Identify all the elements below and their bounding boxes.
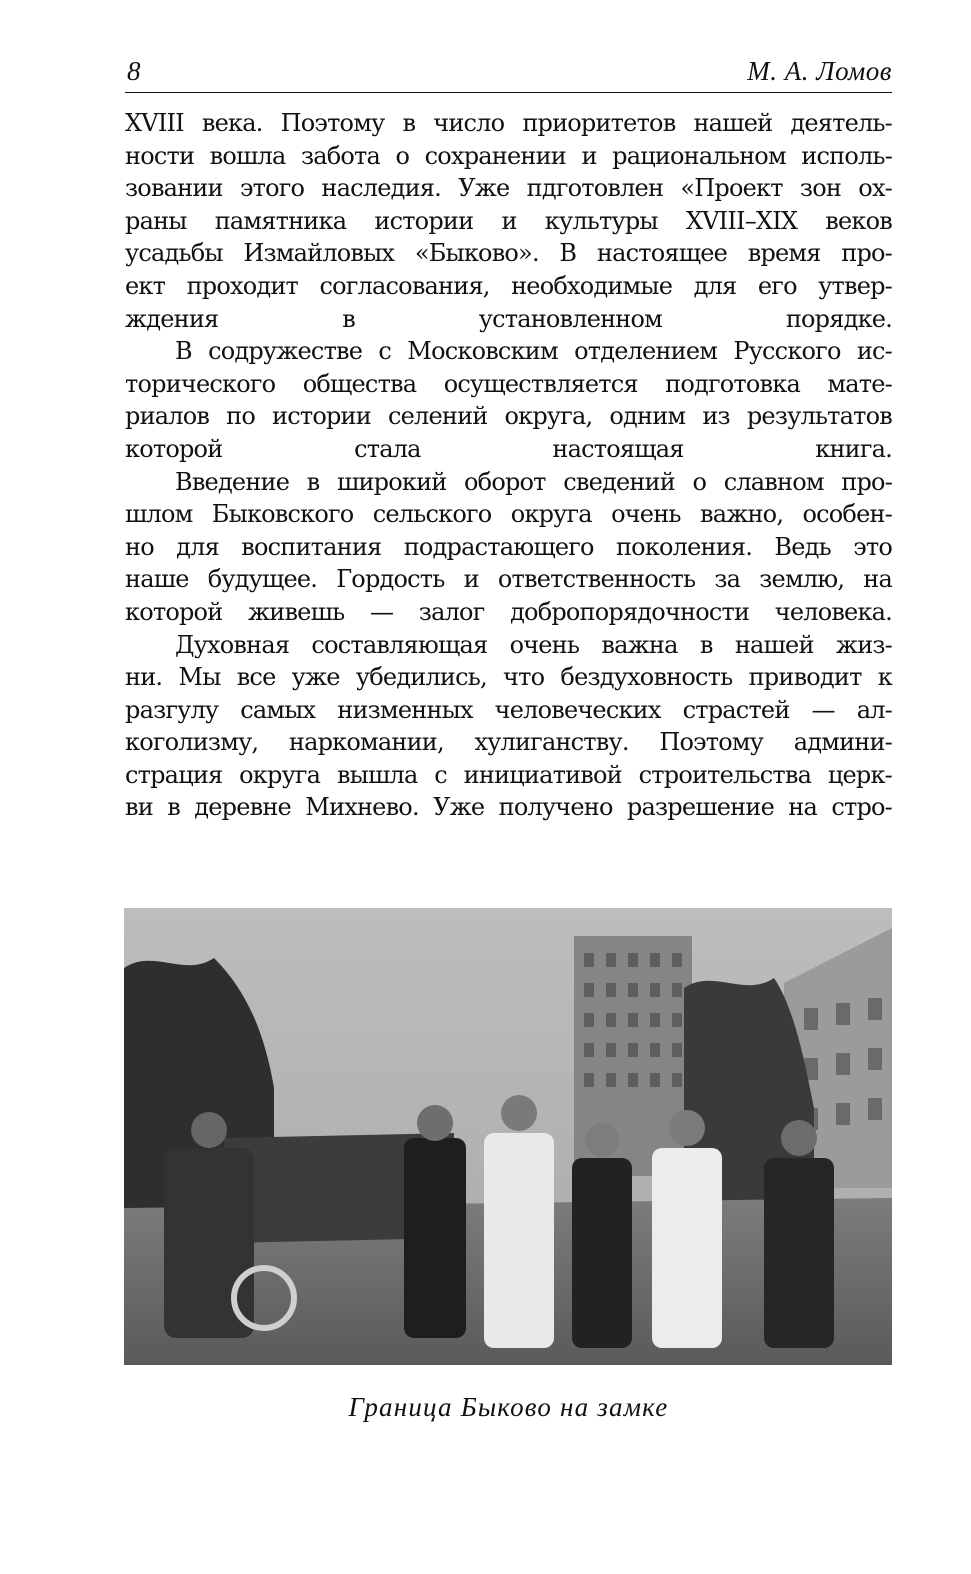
- text-line: ект проходит согласования, необходимые для его утвер-: [125, 271, 892, 300]
- text-line: ности вошла забота о сохранении и рациональном исполь-: [125, 141, 892, 170]
- paragraph-3: [125, 466, 892, 629]
- text-line: коголизму, наркомании, хулиганству. Поэтому админи-: [125, 728, 892, 757]
- text-line: шлом Быковского сельского округа очень важно, особен-: [125, 500, 892, 529]
- page-number: 8: [127, 56, 141, 86]
- text-line: риалов по истории селений округа, одним из результатов: [125, 402, 892, 431]
- text-line: ждения в установленном порядке.: [125, 304, 892, 333]
- page-header: [125, 56, 892, 93]
- text-line: но для воспитания подрастающего поколения. Ведь это: [125, 532, 892, 561]
- paragraph-2: [125, 335, 892, 465]
- text-line: зовании этого наследия. Уже пдготовлен «Проект зон ох-: [125, 174, 892, 203]
- paragraph-4: [125, 629, 892, 825]
- text-line: страция округа вышла с инициативой строительства церк-: [125, 760, 892, 789]
- text-line: XVIII века. Поэтому в число приоритетов нашей деятель-: [125, 109, 892, 137]
- text-line: разгулу самых низменных человеческих страстей — ал-: [125, 695, 892, 724]
- paragraph-1: [125, 107, 892, 335]
- text-line: торического общества осуществляется подготовка мате-: [125, 369, 892, 398]
- text-line: усадьбы Измайловых «Быково». В настоящее время про-: [125, 239, 892, 268]
- text-line: наше будущее. Гордость и ответственность за землю, на: [125, 565, 892, 594]
- text-line: В содружестве с Московским отделением Русского ис-: [175, 337, 892, 366]
- text-line: Духовная составляющая очень важна в нашей жиз-: [175, 630, 892, 659]
- photo-cossack-parade: [124, 908, 892, 1365]
- photo-caption: Граница Быково на замке: [348, 1392, 669, 1422]
- running-head-author: М. А. Ломов: [747, 56, 892, 86]
- photo-illustration: [124, 908, 892, 1365]
- text-line: ви в деревне Михнево. Уже получено разрешение на стро-: [125, 793, 892, 822]
- text-line: ни. Мы все уже убедились, что бездуховность приводит к: [125, 663, 892, 692]
- text-line: раны памятника истории и культуры XVIII–XIX веков: [125, 206, 892, 235]
- body-text: [125, 107, 892, 824]
- text-line: которой живешь — залог добропорядочности человека.: [125, 597, 892, 626]
- text-line: Введение в широкий оборот сведений о славном про-: [175, 467, 892, 496]
- text-line: которой стала настоящая книга.: [125, 434, 892, 463]
